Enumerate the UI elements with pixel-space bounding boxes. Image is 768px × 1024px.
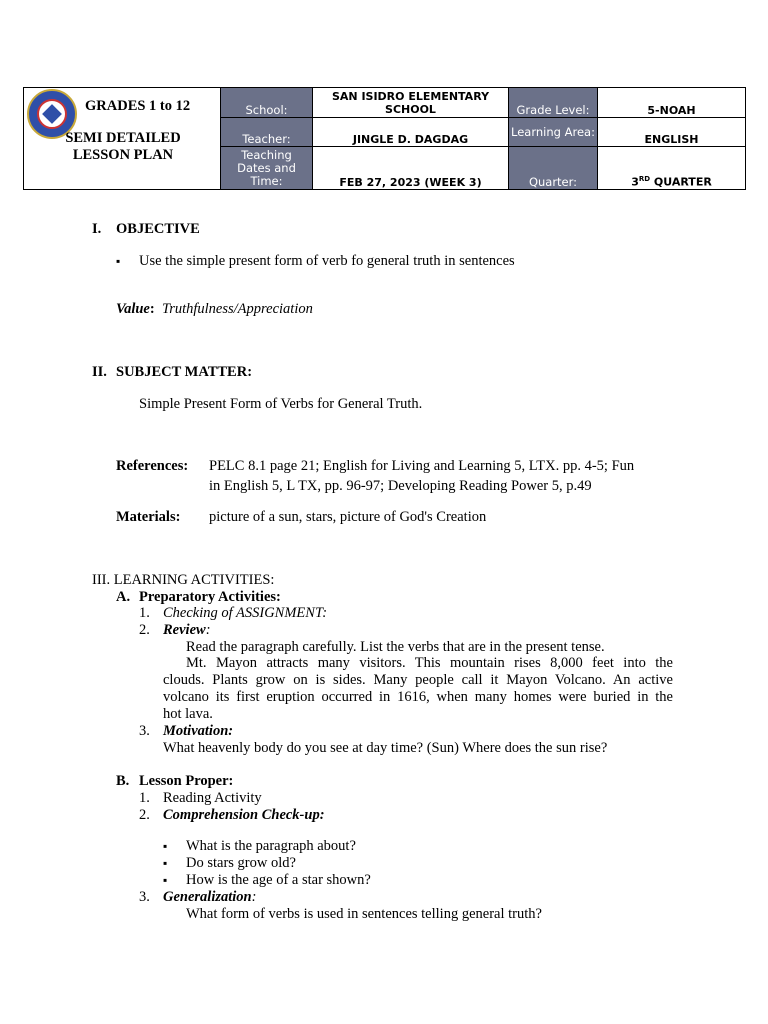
learning-area-value: ENGLISH <box>598 118 746 147</box>
prep-label: A. <box>116 589 131 605</box>
generalization-question: What form of verbs is used in sentences telling general truth? <box>186 906 542 922</box>
teacher-value: JINGLE D. DAGDAG <box>313 118 509 147</box>
review-colon: : <box>205 622 211 638</box>
comprehension-label: Comprehension Check-up: <box>163 807 325 823</box>
prep-title: Preparatory Activities: <box>139 589 281 605</box>
activities-title: III. LEARNING ACTIVITIES: <box>92 572 275 588</box>
value-colon: : <box>149 301 155 317</box>
lesson-proper-label: B. <box>116 773 130 789</box>
references-label: References: <box>116 458 189 474</box>
b3-num: 3. <box>139 889 150 905</box>
question-1: ▪ What is the paragraph about? <box>186 838 356 855</box>
motivation-question: What heavenly body do you see at day time? (Sun) Where does the sun rise? <box>163 740 608 756</box>
quarter-word: QUARTER <box>650 176 712 189</box>
objective-bullet: ▪ Use the simple present form of verb fo general truth in sentences <box>139 253 515 270</box>
references-line1: PELC 8.1 page 21; English for Living and Learning 5, LTX. pp. 4-5; Fun <box>209 458 635 474</box>
review-instruction: Read the paragraph carefully. List the verbs that are in the present tense. <box>186 639 605 655</box>
generalization-heading <box>163 889 256 906</box>
paragraph-line2: clouds. Plants grow on is sides. Many people call it Mayon Volcano. An active <box>163 672 673 688</box>
subject-num: II. <box>92 364 107 380</box>
paragraph-line1: Mt. Mayon attracts many visitors. This mountain rises 8,000 feet into the <box>186 655 673 671</box>
learning-area-label: Learning Area: <box>509 118 598 147</box>
paragraph-line3: volcano its first eruption occurred in 1616, when many homes were buried in the <box>163 689 673 705</box>
value-line <box>116 301 313 318</box>
generalization-colon: : <box>251 889 257 905</box>
question-3: ▪ How is the age of a star shown? <box>186 872 371 889</box>
quarter-num: 3 <box>631 176 639 189</box>
quarter-label: Quarter: <box>509 147 598 190</box>
dates-value: FEB 27, 2023 (WEEK 3) <box>313 147 509 190</box>
review-heading <box>163 622 211 639</box>
objective-num: I. <box>92 221 102 237</box>
paragraph-line4: hot lava. <box>163 706 213 722</box>
materials-text: picture of a sun, stars, picture of God's Creation <box>209 509 487 525</box>
grade-level-label: Grade Level: <box>509 88 598 118</box>
checking-assignment: Checking of ASSIGNMENT: <box>163 605 328 621</box>
teacher-label: Teacher: <box>221 118 313 147</box>
school-label: School: <box>221 88 313 118</box>
generalization-label: Generalization <box>163 889 252 905</box>
a2-num: 2. <box>139 622 150 638</box>
lesson-proper-title: Lesson Proper: <box>139 773 234 789</box>
a1-num: 1. <box>139 605 150 621</box>
plan-type-title: SEMI DETAILED LESSON PLAN <box>65 130 181 163</box>
dates-label: Teaching Dates and Time: <box>221 147 313 190</box>
value-label: Value <box>116 301 150 317</box>
review-label: Review <box>163 622 206 638</box>
grade-level-value: 5-NOAH <box>598 88 746 118</box>
value-text: Truthfulness/Appreciation <box>161 301 313 317</box>
motivation-label: Motivation: <box>163 723 234 739</box>
b2-num: 2. <box>139 807 150 823</box>
quarter-sup: RD <box>638 175 651 184</box>
question-2: ▪ Do stars grow old? <box>186 855 296 872</box>
school-value: SAN ISIDRO ELEMENTARY SCHOOL <box>313 88 509 118</box>
subject-title: SUBJECT MATTER: <box>116 364 253 380</box>
quarter-value <box>598 147 746 190</box>
a3-num: 3. <box>139 723 150 739</box>
reading-activity: Reading Activity <box>163 790 262 806</box>
materials-label: Materials: <box>116 509 181 525</box>
grades-title: GRADES 1 to 12 <box>85 98 191 114</box>
b1-num: 1. <box>139 790 150 806</box>
objective-title: OBJECTIVE <box>116 221 200 237</box>
subject-text: Simple Present Form of Verbs for General Truth. <box>139 396 423 412</box>
references-line2: in English 5, L TX, pp. 96-97; Developing Reading Power 5, p.49 <box>209 478 592 494</box>
